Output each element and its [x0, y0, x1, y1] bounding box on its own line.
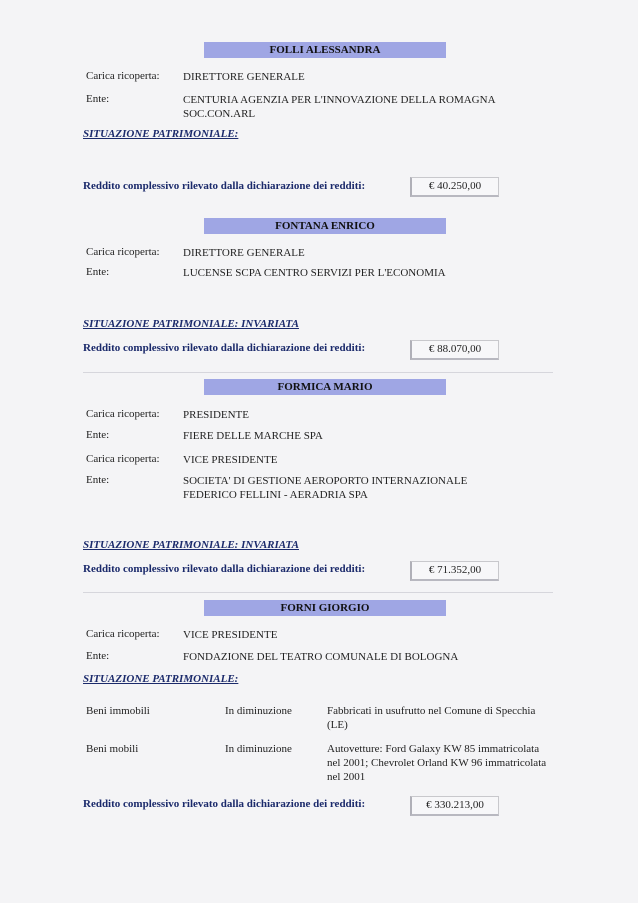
ente-line: SOCIETA' DI GESTIONE AEROPORTO INTERNAZIONALE — [183, 475, 468, 487]
ente-line: SOC.CON.ARL — [183, 108, 256, 120]
reddito-label: Reddito complessivo rilevato dalla dichiarazione dei redditi: — [83, 180, 366, 192]
person-name-bar: FORMICA MARIO — [204, 379, 446, 395]
ente-value: FIERE DELLE MARCHE SPA — [183, 430, 323, 442]
beni-stato: In diminuzione — [225, 705, 292, 717]
section-divider — [83, 592, 553, 593]
reddito-label: Reddito complessivo rilevato dalla dichiarazione dei redditi: — [83, 798, 366, 810]
person-name-bar: FOLLI ALESSANDRA — [204, 42, 446, 58]
reddito-amount: € 71.352,00 — [410, 561, 499, 581]
beni-desc-line: Fabbricati in usufrutto nel Comune di Specchia — [327, 705, 536, 717]
carica-value: DIRETTORE GENERALE — [183, 71, 305, 83]
ente-label: Ente: — [86, 650, 110, 662]
reddito-label: Reddito complessivo rilevato dalla dichiarazione dei redditi: — [83, 342, 366, 354]
situazione-patrimoniale: SITUAZIONE PATRIMONIALE: — [83, 673, 239, 685]
carica-label: Carica ricoperta: — [86, 453, 160, 465]
beni-tipo: Beni immobili — [86, 705, 150, 717]
beni-descrizione — [327, 742, 572, 784]
ente-label: Ente: — [86, 429, 110, 441]
section-divider — [83, 372, 553, 373]
ente-value — [183, 474, 467, 502]
situazione-patrimoniale: SITUAZIONE PATRIMONIALE: INVARIATA — [83, 318, 299, 330]
beni-desc-line: nel 2001 — [327, 771, 366, 783]
reddito-amount: € 88.070,00 — [410, 340, 499, 360]
carica-value: VICE PRESIDENTE — [183, 629, 278, 641]
ente-value: FONDAZIONE DEL TEATRO COMUNALE DI BOLOGNA — [183, 651, 459, 663]
carica-label: Carica ricoperta: — [86, 246, 160, 258]
beni-desc-line: nel 2001; Chevrolet Orland KW 96 immatricolata — [327, 757, 547, 769]
ente-label: Ente: — [86, 474, 110, 486]
carica-label: Carica ricoperta: — [86, 70, 160, 82]
carica-label: Carica ricoperta: — [86, 628, 160, 640]
situazione-patrimoniale: SITUAZIONE PATRIMONIALE: — [83, 128, 239, 140]
person-name-bar: FORNI GIORGIO — [204, 600, 446, 616]
carica-value: DIRETTORE GENERALE — [183, 247, 305, 259]
carica-value: PRESIDENTE — [183, 409, 249, 421]
carica-label: Carica ricoperta: — [86, 408, 160, 420]
reddito-amount: € 330.213,00 — [410, 796, 499, 816]
ente-line: CENTURIA AGENZIA PER L'INNOVAZIONE DELLA ROMAGNA — [183, 94, 496, 106]
ente-value — [183, 93, 496, 121]
beni-tipo: Beni mobili — [86, 743, 139, 755]
carica-value: VICE PRESIDENTE — [183, 454, 278, 466]
ente-value: LUCENSE SCPA CENTRO SERVIZI PER L'ECONOMIA — [183, 267, 446, 279]
ente-line: FEDERICO FELLINI - AERADRIA SPA — [183, 489, 368, 501]
beni-desc-line: Autovetture: Ford Galaxy KW 85 immatricolata — [327, 743, 540, 755]
reddito-label: Reddito complessivo rilevato dalla dichiarazione dei redditi: — [83, 563, 366, 575]
beni-stato: In diminuzione — [225, 743, 292, 755]
beni-desc-line: (LE) — [327, 719, 348, 731]
beni-descrizione — [327, 704, 567, 732]
ente-label: Ente: — [86, 93, 110, 105]
ente-label: Ente: — [86, 266, 110, 278]
reddito-amount: € 40.250,00 — [410, 177, 499, 197]
person-name-bar: FONTANA ENRICO — [204, 218, 446, 234]
situazione-patrimoniale: SITUAZIONE PATRIMONIALE: INVARIATA — [83, 539, 299, 551]
